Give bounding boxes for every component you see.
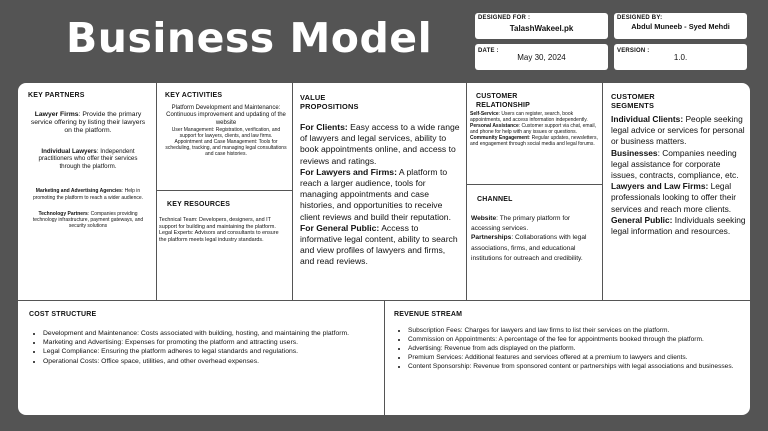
designed-for-box xyxy=(475,13,608,39)
customer-segments-heading: CUSTOMER SEGMENTS xyxy=(611,92,655,110)
key-activities-section xyxy=(157,83,292,190)
business-model-canvas xyxy=(18,83,750,415)
key-activity-item: Appointment and Case Management: Tools for scheduling, tracking, and managing legal consultations and case histories. xyxy=(165,139,287,158)
revenue-item: • Commission on Appointments: A percentage of the fee for appointments booked through the platform. xyxy=(408,335,742,344)
customer-segment-item: General Public: Individuals seeking legal information and resources. xyxy=(611,214,746,237)
customer-relationship-section xyxy=(467,83,602,184)
designed-by-label: DESIGNED BY: xyxy=(617,15,663,21)
customer-segment-item: Lawyers and Law Firms: Legal professionals looking to offer their services and reach more clients. xyxy=(611,181,737,214)
cost-structure-section xyxy=(18,301,384,415)
revenue-item: • Premium Services: Additional features and services offered at a premium to lawyers and clients. xyxy=(408,353,742,362)
cost-item: • Marketing and Advertising: Expenses for promoting the platform and attracting users. xyxy=(43,338,376,347)
customer-relationship-item: Personal Assistance: Customer support via chat, email, and phone for help with any issues or questions. xyxy=(470,123,596,135)
version-value: 1.0. xyxy=(673,53,688,62)
customer-segments-section xyxy=(603,83,750,300)
revenue-stream-heading: REVENUE STREAM xyxy=(394,311,463,318)
designed-by-value: Abdul Muneeb - Syed Mehdi xyxy=(631,22,730,31)
channel-heading: CHANNEL xyxy=(477,196,513,203)
key-resources-section xyxy=(157,191,292,300)
key-resource-item: Technical Team: Developers, designers, and IT support for building and maintaining the platform. xyxy=(159,217,276,230)
customer-relationship-item: Self-Service: Users can register, search, book appointments, and access information independently. xyxy=(470,111,588,123)
value-propositions-heading: VALUE PROPOSITIONS xyxy=(300,93,359,111)
key-partner-item: Technology Partners: Companies providing technology infrastructure, payment gateways, and security solutions xyxy=(32,210,144,230)
page-title: Business Model xyxy=(66,14,433,62)
cost-item: • Operational Costs: Office space, utilities, and other overhead expenses. xyxy=(43,357,376,366)
channel-item: Website: The primary platform for accessing services. xyxy=(471,215,571,232)
key-partner-item: Lawyer Firms: Provide the primary service offering by listing their lawyers on the platform. xyxy=(30,111,146,135)
customer-relationship-item: Community Engagement: Regular updates, newsletters, and engagement through social media and legal forums. xyxy=(470,135,598,147)
date-value: May 30, 2024 xyxy=(517,53,566,62)
customer-segment-item: Individual Clients: People seeking legal advice or services for personal or business matters. xyxy=(611,114,745,147)
key-resource-item: Legal Experts: Advisors and consultants to ensure the platform meets legal industry standards. xyxy=(159,230,279,243)
version-box xyxy=(614,44,747,70)
key-partner-item: Individual Lawyers: Independent practitioners who offer their services through the platform. xyxy=(38,147,138,170)
designed-for-value: TalashWakeel.pk xyxy=(509,24,574,33)
key-partners-section xyxy=(18,83,156,300)
date-label: DATE : xyxy=(478,48,499,54)
channel-item: Partnerships: Collaborations with legal associations, firms, and educational institutions for outreach and credibility. xyxy=(471,234,587,262)
revenue-item: • Content Sponsorship: Revenue from sponsored content or partnerships with legal associations and businesses. xyxy=(408,362,742,371)
value-propositions-section xyxy=(293,83,466,300)
cost-item: • Development and Maintenance: Costs associated with building, hosting, and maintaining the platform. xyxy=(43,329,376,338)
key-partners-heading: KEY PARTNERS xyxy=(28,92,85,99)
revenue-item: • Advertising: Revenue from ads displayed on the platform. xyxy=(408,344,742,353)
revenue-item: • Subscription Fees: Charges for lawyers and law firms to list their services on the platform. xyxy=(408,326,742,335)
value-proposition-item: For General Public: Access to informative legal content, ability to search and view profiles of lawyers and firms, and read reviews. xyxy=(300,222,458,267)
designed-for-label: DESIGNED FOR : xyxy=(478,15,531,21)
key-activity-item: User Management: Registration, verification, and support for lawyers, clients, and law firms. xyxy=(171,127,281,140)
key-activity-item: Platform Development and Maintenance: Continuous improvement and updating of the website xyxy=(166,105,286,126)
value-proposition-item: For Clients: Easy access to a wide range of lawyers and legal services, ability to book appointments online, and access to reviews and ratings. xyxy=(300,122,460,166)
revenue-stream-section xyxy=(385,301,750,415)
channel-section xyxy=(467,185,602,300)
key-partner-item: Marketing and Advertising Agencies: Help in promoting the platform to reach a wider audience. xyxy=(32,188,144,201)
cost-item: • Legal Compliance: Ensuring the platform adheres to legal standards and regulations. xyxy=(43,347,376,356)
version-label: VERSION : xyxy=(617,48,650,54)
date-box xyxy=(475,44,608,70)
customer-relationship-heading: CUSTOMER RELATIONSHIP xyxy=(476,93,530,109)
key-resources-heading: KEY RESOURCES xyxy=(167,201,231,208)
key-activities-heading: KEY ACTIVITIES xyxy=(165,92,223,99)
designed-by-box xyxy=(614,13,747,39)
cost-structure-heading: COST STRUCTURE xyxy=(29,311,97,318)
customer-segment-item: Businesses: Companies needing legal assistance for corporate issues, contracts, compliance, etc. xyxy=(611,147,739,181)
value-proposition-item: For Lawyers and Firms: A platform to reach a larger audience, tools for managing appointments and case histories, and opportunities to receive client reviews and build their reputation. xyxy=(300,166,451,222)
